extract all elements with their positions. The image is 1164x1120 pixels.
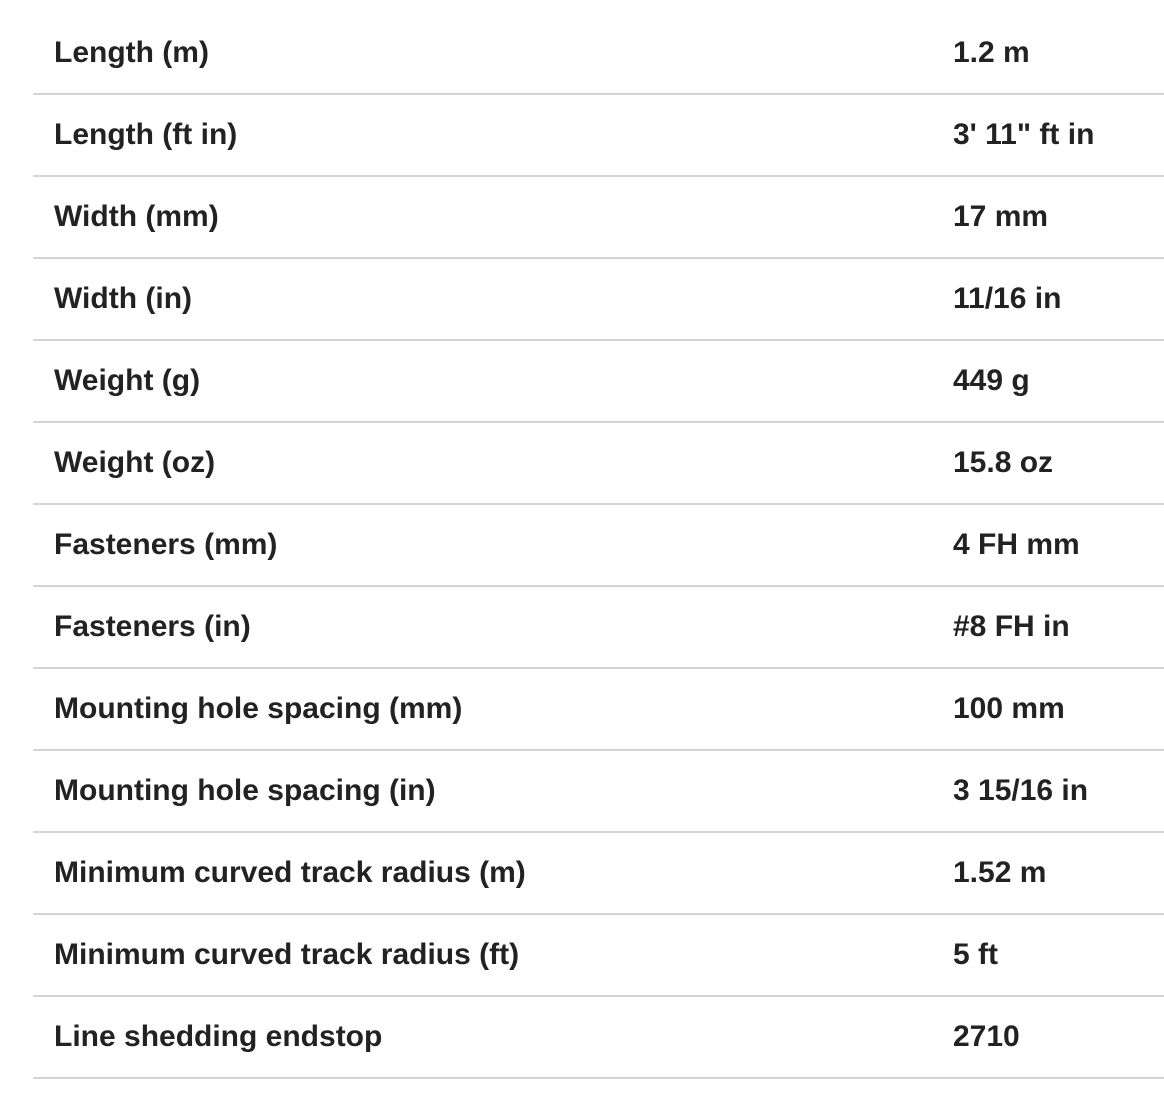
specifications-table: [33, 13, 1164, 1079]
spec-value: 449 g: [953, 364, 1030, 397]
spec-value: #8 FH in: [953, 610, 1070, 643]
spec-label: Weight (oz): [54, 446, 216, 479]
spec-value: 4 FH mm: [953, 528, 1080, 561]
table-row: [33, 258, 1164, 340]
spec-value: 3' 11" ft in: [953, 118, 1095, 151]
table-row: [33, 586, 1164, 668]
spec-label: Length (ft in): [54, 118, 238, 151]
spec-label: Mounting hole spacing (in): [54, 774, 436, 807]
spec-value: 1.2 m: [953, 36, 1030, 69]
table-row: [33, 422, 1164, 504]
spec-label: Fasteners (in): [54, 610, 251, 643]
spec-value: 100 mm: [953, 692, 1065, 725]
table-row: [33, 176, 1164, 258]
spec-label: Fasteners (mm): [54, 528, 278, 561]
spec-label: Weight (g): [54, 364, 201, 397]
spec-label: Minimum curved track radius (m): [54, 856, 526, 889]
table-row: [33, 750, 1164, 832]
spec-label: Line shedding endstop: [54, 1020, 383, 1053]
spec-value: 11/16 in: [953, 282, 1062, 315]
spec-label: Mounting hole spacing (mm): [54, 692, 463, 725]
spec-value: 5 ft: [953, 938, 998, 971]
table-row: [33, 996, 1164, 1078]
spec-label: Width (in): [54, 282, 193, 315]
spec-value: 15.8 oz: [953, 446, 1054, 479]
table-row: [33, 94, 1164, 176]
table-row: [33, 668, 1164, 750]
spec-label: Length (m): [54, 36, 209, 69]
spec-value: 3 15/16 in: [953, 774, 1089, 807]
spec-label: Minimum curved track radius (ft): [54, 938, 520, 971]
spec-value: 2710: [953, 1020, 1020, 1053]
spec-label: Width (mm): [54, 200, 219, 233]
specifications-body: [33, 13, 1164, 1078]
table-row: [33, 914, 1164, 996]
spec-value: 17 mm: [953, 200, 1049, 233]
table-row: [33, 13, 1164, 94]
table-row: [33, 504, 1164, 586]
table-row: [33, 832, 1164, 914]
spec-value: 1.52 m: [953, 856, 1047, 889]
table-row: [33, 340, 1164, 422]
